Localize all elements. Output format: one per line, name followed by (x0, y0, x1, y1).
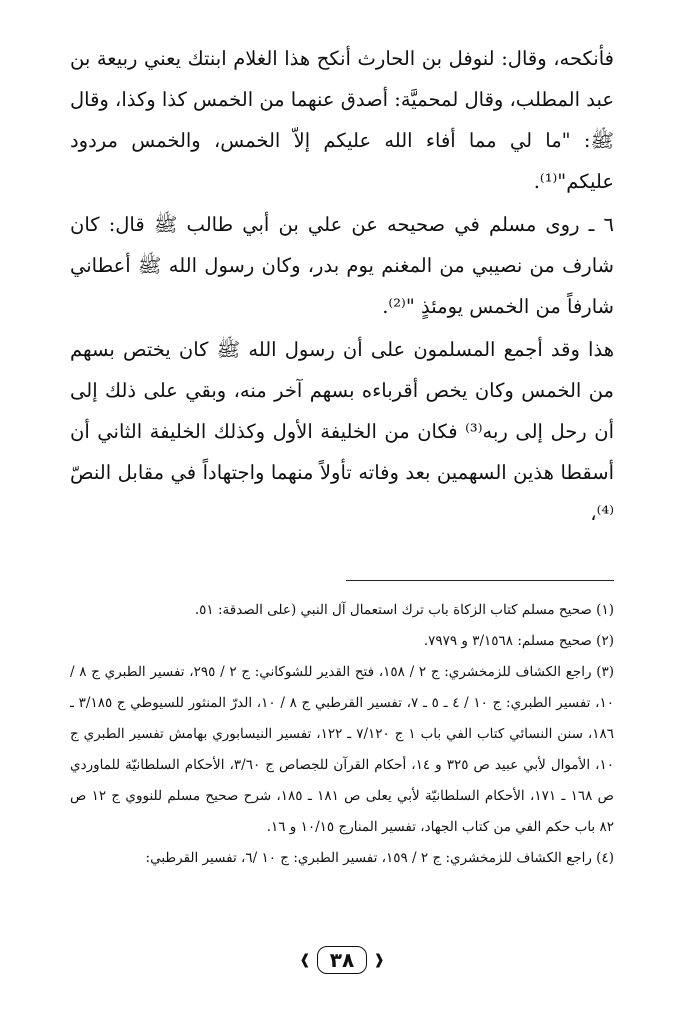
page-number-frame (299, 946, 385, 974)
page-number-area (0, 946, 684, 974)
footnote-2: (٢) صحيح مسلم: ٣/١٥٦٨ و ٧٩٧٩. (423, 633, 614, 649)
footnote-1: (١) صحيح مسلم كتاب الزكاة باب ترك استعمال آل النبي (على الصدقة: ٥١. (194, 602, 614, 618)
ornament-right-icon: ❰ (373, 952, 385, 968)
body-paragraph-1: فأنكحه، وقال: لنوفل بن الحارث أنكح هذا الغلام ابنتك يعني ربيعة بن عبد المطلب، وقال لمحميَّة: أصدق عنهما من الخمس كذا وكذا، وقال ﷺ: "ما لي مما أفاء الله عليكم إلاّ الخمس، والخمس مردود عليكم"⁽¹⁾. (70, 47, 614, 193)
footnote-4: (٤) راجع الكشاف للزمخشري: ج ٢ / ١٥٩، تفسير الطبري: ج ١٠ /٦، تفسير القرطبي: (145, 850, 614, 866)
footnote-3: (٣) راجع الكشاف للزمخشري: ج ٢ / ١٥٨، فتح القدير للشوكاني: ج ٢ / ٢٩٥، تفسير الطبري ج ٨ / ١٠، تفسير الطبري: ج ١٠ / ٤ ـ ٥ ـ ٧، تفسير القرطبي ج ٨ / ١٠، الدرّ المنثور للسيوطي ج ٣/١٨٥ ـ ١٨٦، سنن النسائي كتاب الفي باب ١ ج ٧/١٢٠ ـ ١٢٢، تفسير النيسابوري بهامش تفسير الطبري ج ١٠، الأموال لأبي عبيد ص ٣٢٥ و ١٤، أحكام القرآن للجصاص ج ٣/٦٠، الأحكام السلطانيّة للماوردي ص ١٦٨ ـ ١٧١، الأحكام السلطانيّة لأبي يعلى ص ١٨١ ـ ١٨٥، شرح صحيح مسلم للنووي ج ١٢ ص ٨٢ باب حكم الفي من كتاب الجهاد، تفسير المنارج ١٠/١٥ و ١٦. (70, 664, 615, 835)
page-number: ٣٨ (317, 946, 367, 974)
footnote-separator (346, 580, 614, 581)
body-paragraph-2: ٦ ـ روى مسلم في صحيحه عن علي بن أبي طالب ﷺ قال: كان شارف من نصيبي من المغنم يوم بدر، وكان رسول الله ﷺ أعطاني شارفاً من الخمس يومئذٍ "⁽²⁾. (70, 213, 614, 318)
body-paragraph-3: هذا وقد أجمع المسلمون على أن رسول الله ﷺ كان يختص بسهم من الخمس وكان يخص أقرباءه بسهم آخر منه، وبقي على ذلك إلى أن رحل إلى ربه⁽³⁾ فكان من الخليفة الأول وكذلك الخليفة الثاني أن أسقطا هذين السهمين بعد وفاته تأولاً منهما واجتهاداً في مقابل النصّ ⁽⁴⁾، (70, 338, 614, 525)
ornament-left-icon: ❱ (299, 952, 311, 968)
page-content (70, 38, 614, 874)
